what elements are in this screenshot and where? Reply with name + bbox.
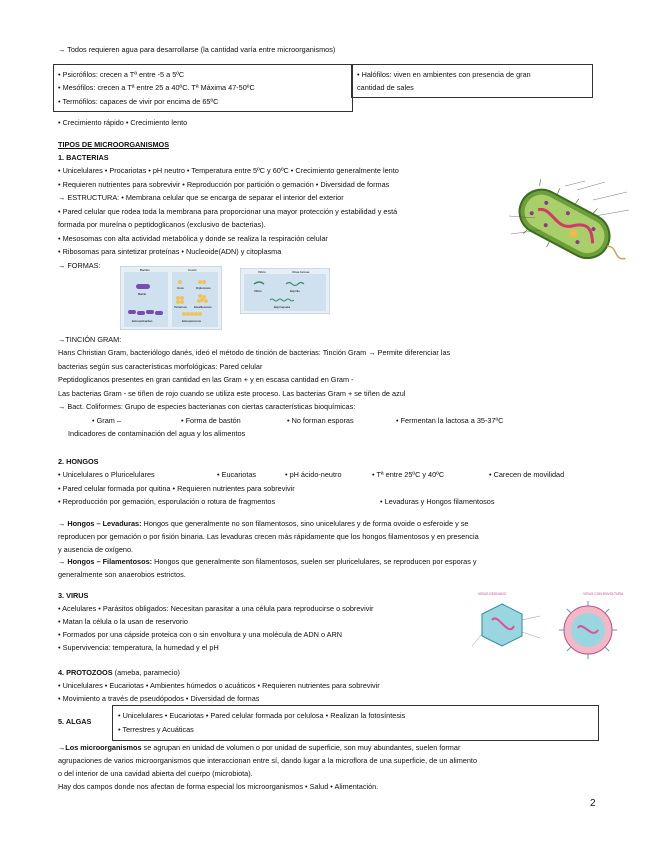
shape-col-label: Otras formas xyxy=(292,270,310,274)
shape-label: Estreptococos xyxy=(182,319,202,323)
shape-label: Vibrio xyxy=(254,289,262,293)
fungi-item: • Tª entre 25ºC y 40ºC xyxy=(372,470,445,479)
gram-line: Peptidoglicanos presentes en gran cantidad en las Gram + y en escasa cantidad en Gram - xyxy=(58,375,354,384)
microorganisms-line: o del interior de una cavidad abierta del cuerpo (microbiota). xyxy=(58,769,253,778)
coliform-item: • No forman esporas xyxy=(287,416,354,425)
coliform-line: → Bact. Coliformes: Grupo de especies bacterianas con ciertas características bioquímicas: xyxy=(58,402,356,411)
virus-label: VIRUS CON ENVOLTURA xyxy=(583,592,624,596)
water-line: → Todos requieren agua para desarrollarse (la cantidad varía entre microorganismos) xyxy=(58,45,336,54)
shape-col-label: Vibrio xyxy=(258,270,266,274)
protozoa-title: 4. PROTOZOOS xyxy=(58,668,113,677)
virus-label: VIRUS DESNUDO xyxy=(478,592,507,596)
virus-illustration xyxy=(468,590,628,664)
shape-label: Espiroqueta xyxy=(274,305,291,309)
fungi-line: • Pared celular formada por quitina • Requieren nutrientes para sobrevivir xyxy=(58,484,295,493)
microorganisms-line: agrupaciones de varios microorganismos que interaccionan entre sí, dando lugar a la microflora de una superficie, de un alimento xyxy=(58,756,477,765)
bacteria-line: • Pared celular que rodea toda la membrana para proporcionar una mayor protección y estabilidad y está xyxy=(58,207,398,216)
shape-col-label: Bacilos xyxy=(140,268,150,272)
virus-title: 3. VIRUS xyxy=(58,591,89,600)
bacteria-line: formada por mureína o peptidoglicanos (exclusivo de bacterias). xyxy=(58,220,266,229)
virus-line: • Supervivencia: temperatura, la humedad y el pH xyxy=(58,643,219,652)
section-title-types: TIPOS DE MICROORGANISMOS xyxy=(58,140,170,149)
fungi-title: 2. HONGOS xyxy=(58,457,99,466)
growth-line: • Crecimiento rápido • Crecimiento lento xyxy=(58,118,188,127)
psychrophile-line: • Psicrófilos: crecen a Tª entre -5 a 5ºC xyxy=(58,70,185,79)
fungi-item: • Levaduras y Hongos filamentosos xyxy=(380,497,495,506)
page-number: 2 xyxy=(590,798,596,809)
filamentous-line: generalmente son anaerobios estrictos. xyxy=(58,570,186,579)
bacteria-title: 1. BACTERIAS xyxy=(58,153,109,162)
microorganisms-line: →Los microorganismos se agrupan en unidad de volumen o por unidad de superficie, son muy abundantes, suelen formar xyxy=(58,743,461,752)
bacteria-line: → ESTRUCTURA: • Membrana celular que se encarga de separar el interior del exterior xyxy=(58,193,344,202)
fungi-item: • Eucariotas xyxy=(217,470,257,479)
shape-col-label: Cocos xyxy=(188,268,197,272)
shape-label: Tetracoco xyxy=(174,305,188,309)
bacteria-line: • Mesosomas con alta actividad metabólica y donde se realiza la respiración celular xyxy=(58,234,328,243)
virus-line: • Acelulares • Parásitos obligados: Necesitan parasitar a una célula para reproducirse o sobrevivir xyxy=(58,604,374,613)
shape-label: Estreptobacilos xyxy=(132,319,153,323)
algae-line: • Unicelulares • Eucariotas • Pared celular formada por celulosa • Realizan la fotosíntesis xyxy=(118,711,406,720)
bacteria-line: • Ribosomas para sintetizar proteínas • Nucleoide(ADN) y citoplasma xyxy=(58,247,282,256)
coliform-item: • Forma de bastón xyxy=(181,416,241,425)
virus-line: • Matan la célula o la usan de reservorio xyxy=(58,617,188,626)
microorganisms-line: Hay dos campos donde nos afectan de forma especial los microorganismos • Salud • Alimentación. xyxy=(58,782,379,791)
virus-line: • Formados por una cápside proteica con o sin envoltura y una molécula de ADN o ARN xyxy=(58,630,343,639)
shape-label: Bacilo xyxy=(138,292,147,296)
bacteria-line: • Requieren nutrientes para sobrevivir • Reproducción por partición o gemación • Diversidad de formas xyxy=(58,180,390,189)
bacteria-line: • Unicelulares • Procariotas • pH neutro • Temperatura entre 5ºC y 60ºC • Crecimiento generalmente lento xyxy=(58,166,399,175)
shape-label: Diplococos xyxy=(196,286,211,290)
halophile-line-1: • Halófilos: viven en ambientes con presencia de gran xyxy=(357,70,531,79)
shape-label: Coco xyxy=(177,286,185,290)
filamentous-label: → Hongos – Filamentosos: xyxy=(58,557,153,566)
yeast-line: reproducen por gemación o por fisión binaria. Las levaduras crecen más rápidamente que los hongos filamentosos y en presencia xyxy=(58,532,479,541)
coliform-item: • Fermentan la lactosa a 35-37ºC xyxy=(396,416,504,425)
coliform-item: • Gram – xyxy=(92,416,121,425)
yeast-line: y ausencia de oxígeno. xyxy=(58,545,134,554)
yeast-line: → Hongos – Levaduras: Hongos que generalmente no son filamentosos, sino unicelulares y de forma ovoide o esferoide y se xyxy=(58,519,469,528)
shape-label: Estafilococos xyxy=(194,305,212,309)
thermophile-line: • Termófilos: capaces de vivir por encima de 65ºC xyxy=(58,97,219,106)
gram-line: Hans Christian Gram, bacteriólogo danés, ideó el método de tinción de bacterias: Tinción Gram → Permite diferenciar las xyxy=(58,348,451,357)
microorganisms-label: →Los microorganismos xyxy=(58,743,142,752)
fungi-item: • pH ácido-neutro xyxy=(285,470,342,479)
coliform-indicator: Indicadores de contaminación del agua y los alimentos xyxy=(68,429,246,438)
mesophile-line: • Mesófilos: crecen a Tª entre 25 a 40ºC. Tª Máxima 47-50ºC xyxy=(58,83,255,92)
fungi-item: • Reproducción por gemación, esporulación o rotura de fragmentos xyxy=(58,497,276,506)
gram-line: Las bacterias Gram - se tiñen de rojo cuando se utiliza este proceso. Las bacterias Gram + se tiñen de azul xyxy=(58,389,406,398)
gram-line: bacterias según sus características morfológicas: Pared celular xyxy=(58,362,263,371)
bacteria-cell-illustration xyxy=(505,178,637,270)
fungi-item: • Carecen de movilidad xyxy=(489,470,565,479)
gram-title: →TINCIÓN GRAM: xyxy=(58,335,122,344)
protozoa-title-line: 4. PROTOZOOS (ameba, paramecio) xyxy=(58,668,180,677)
bacteria-forms-label: → FORMAS: xyxy=(58,261,101,270)
yeast-label: → Hongos – Levaduras: xyxy=(58,519,142,528)
shape-label: Espirilo xyxy=(290,289,300,293)
protozoa-line: • Movimiento a través de pseudópodos • Diversidad de formas xyxy=(58,694,260,703)
bacteria-spiral-diagram xyxy=(240,268,330,314)
filamentous-line: → Hongos – Filamentosos: Hongos que generalmente son filamentosos, suelen ser pluricelulares, se reproducen por esporas y xyxy=(58,557,477,566)
fungi-item: • Unicelulares o Pluricelulares xyxy=(58,470,155,479)
bacteria-shapes-diagram xyxy=(120,266,222,330)
protozoa-line: • Unicelulares • Eucariotas • Ambientes húmedos o acuáticos • Requieren nutrientes para sobrevivir xyxy=(58,681,380,690)
algae-title: 5. ALGAS xyxy=(58,717,92,726)
algae-line: • Terrestres y Acuáticas xyxy=(118,725,194,734)
halophile-line-2: cantidad de sales xyxy=(357,83,414,92)
